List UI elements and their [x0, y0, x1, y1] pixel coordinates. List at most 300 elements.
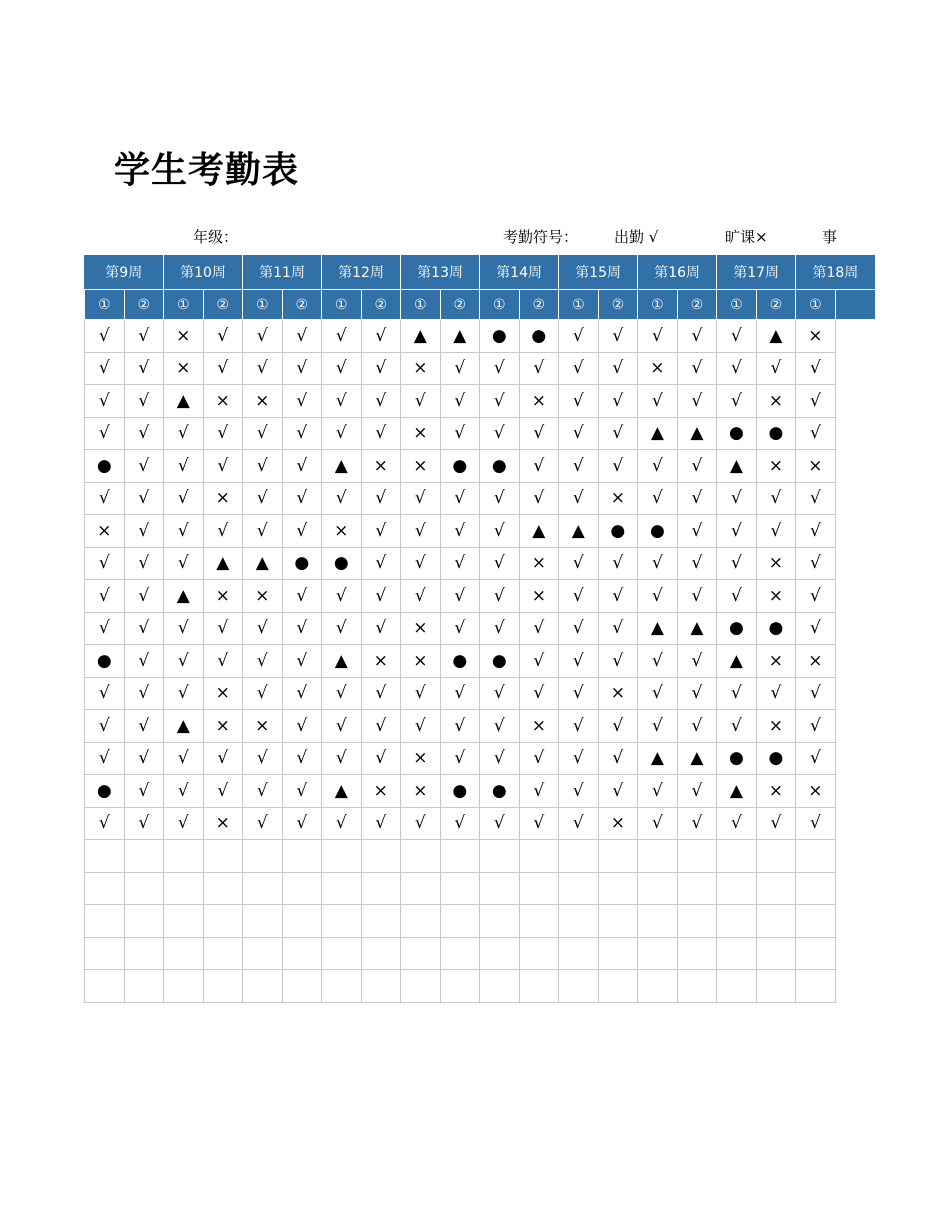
- attendance-cell[interactable]: [401, 840, 441, 873]
- attendance-cell[interactable]: √: [480, 352, 520, 385]
- attendance-cell[interactable]: √: [203, 645, 243, 678]
- attendance-cell[interactable]: ▲: [559, 515, 599, 548]
- attendance-cell[interactable]: √: [480, 612, 520, 645]
- attendance-cell[interactable]: √: [480, 677, 520, 710]
- attendance-cell[interactable]: ▲: [638, 417, 678, 450]
- attendance-cell[interactable]: √: [124, 742, 164, 775]
- attendance-cell[interactable]: ×: [203, 385, 243, 418]
- attendance-cell[interactable]: √: [282, 385, 322, 418]
- attendance-cell[interactable]: [124, 840, 164, 873]
- attendance-cell[interactable]: √: [203, 612, 243, 645]
- attendance-cell[interactable]: √: [559, 320, 599, 353]
- attendance-cell[interactable]: [559, 937, 599, 970]
- attendance-cell[interactable]: [559, 872, 599, 905]
- attendance-cell[interactable]: √: [401, 547, 441, 580]
- attendance-cell[interactable]: [361, 970, 401, 1003]
- attendance-cell[interactable]: √: [322, 612, 362, 645]
- attendance-cell[interactable]: √: [519, 482, 559, 515]
- attendance-cell[interactable]: √: [717, 807, 757, 840]
- attendance-cell[interactable]: [243, 872, 283, 905]
- attendance-cell[interactable]: [322, 905, 362, 938]
- attendance-cell[interactable]: √: [598, 710, 638, 743]
- attendance-cell[interactable]: ▲: [756, 320, 796, 353]
- attendance-cell[interactable]: √: [598, 352, 638, 385]
- attendance-cell[interactable]: [243, 840, 283, 873]
- attendance-cell[interactable]: √: [203, 515, 243, 548]
- attendance-cell[interactable]: ×: [598, 677, 638, 710]
- attendance-cell[interactable]: √: [322, 482, 362, 515]
- attendance-cell[interactable]: √: [519, 417, 559, 450]
- attendance-cell[interactable]: √: [203, 742, 243, 775]
- attendance-cell[interactable]: √: [480, 385, 520, 418]
- attendance-cell[interactable]: ●: [85, 775, 125, 808]
- attendance-cell[interactable]: √: [282, 482, 322, 515]
- attendance-cell[interactable]: ×: [243, 580, 283, 613]
- attendance-cell[interactable]: √: [638, 775, 678, 808]
- attendance-cell[interactable]: √: [322, 807, 362, 840]
- attendance-cell[interactable]: √: [519, 742, 559, 775]
- attendance-cell[interactable]: [480, 937, 520, 970]
- attendance-cell[interactable]: √: [440, 807, 480, 840]
- attendance-cell[interactable]: √: [598, 775, 638, 808]
- attendance-cell[interactable]: ▲: [717, 775, 757, 808]
- attendance-cell[interactable]: ▲: [164, 385, 204, 418]
- attendance-cell[interactable]: √: [677, 352, 717, 385]
- attendance-cell[interactable]: √: [440, 710, 480, 743]
- attendance-cell[interactable]: √: [401, 482, 441, 515]
- attendance-cell[interactable]: √: [124, 677, 164, 710]
- attendance-cell[interactable]: √: [124, 515, 164, 548]
- attendance-cell[interactable]: √: [124, 385, 164, 418]
- attendance-cell[interactable]: [282, 872, 322, 905]
- attendance-cell[interactable]: √: [717, 515, 757, 548]
- attendance-cell[interactable]: ×: [756, 645, 796, 678]
- attendance-cell[interactable]: ●: [282, 547, 322, 580]
- attendance-cell[interactable]: ×: [361, 450, 401, 483]
- attendance-cell[interactable]: √: [598, 547, 638, 580]
- attendance-cell[interactable]: [756, 937, 796, 970]
- attendance-cell[interactable]: ×: [796, 775, 836, 808]
- attendance-cell[interactable]: √: [361, 807, 401, 840]
- attendance-cell[interactable]: [203, 905, 243, 938]
- attendance-cell[interactable]: √: [598, 320, 638, 353]
- attendance-cell[interactable]: [638, 840, 678, 873]
- attendance-cell[interactable]: [796, 905, 836, 938]
- attendance-cell[interactable]: ×: [796, 320, 836, 353]
- attendance-cell[interactable]: ▲: [203, 547, 243, 580]
- attendance-cell[interactable]: ×: [322, 515, 362, 548]
- attendance-cell[interactable]: √: [322, 320, 362, 353]
- attendance-cell[interactable]: ×: [796, 450, 836, 483]
- attendance-cell[interactable]: √: [677, 710, 717, 743]
- attendance-cell[interactable]: √: [243, 775, 283, 808]
- attendance-cell[interactable]: √: [282, 677, 322, 710]
- attendance-cell[interactable]: √: [361, 612, 401, 645]
- attendance-cell[interactable]: √: [282, 775, 322, 808]
- attendance-cell[interactable]: √: [440, 547, 480, 580]
- attendance-cell[interactable]: √: [85, 385, 125, 418]
- attendance-cell[interactable]: [480, 872, 520, 905]
- attendance-cell[interactable]: √: [598, 385, 638, 418]
- attendance-cell[interactable]: √: [796, 742, 836, 775]
- attendance-cell[interactable]: √: [440, 612, 480, 645]
- attendance-cell[interactable]: √: [164, 417, 204, 450]
- attendance-cell[interactable]: √: [717, 547, 757, 580]
- attendance-cell[interactable]: ▲: [638, 612, 678, 645]
- attendance-cell[interactable]: √: [677, 645, 717, 678]
- attendance-cell[interactable]: √: [717, 677, 757, 710]
- attendance-cell[interactable]: [598, 970, 638, 1003]
- attendance-cell[interactable]: ●: [756, 612, 796, 645]
- attendance-cell[interactable]: √: [440, 580, 480, 613]
- attendance-cell[interactable]: √: [559, 547, 599, 580]
- attendance-cell[interactable]: [401, 905, 441, 938]
- attendance-cell[interactable]: √: [243, 807, 283, 840]
- attendance-cell[interactable]: [638, 937, 678, 970]
- attendance-cell[interactable]: √: [243, 677, 283, 710]
- attendance-cell[interactable]: ●: [85, 450, 125, 483]
- attendance-cell[interactable]: ×: [243, 385, 283, 418]
- attendance-cell[interactable]: √: [796, 515, 836, 548]
- attendance-cell[interactable]: [598, 937, 638, 970]
- attendance-cell[interactable]: [440, 872, 480, 905]
- attendance-cell[interactable]: √: [124, 807, 164, 840]
- attendance-cell[interactable]: √: [480, 742, 520, 775]
- attendance-cell[interactable]: √: [440, 385, 480, 418]
- attendance-cell[interactable]: √: [85, 710, 125, 743]
- attendance-cell[interactable]: [677, 937, 717, 970]
- attendance-cell[interactable]: [677, 840, 717, 873]
- attendance-cell[interactable]: [243, 970, 283, 1003]
- attendance-cell[interactable]: √: [480, 807, 520, 840]
- attendance-cell[interactable]: √: [559, 612, 599, 645]
- attendance-cell[interactable]: [282, 937, 322, 970]
- attendance-cell[interactable]: √: [85, 742, 125, 775]
- attendance-cell[interactable]: [717, 872, 757, 905]
- attendance-cell[interactable]: [282, 905, 322, 938]
- attendance-cell[interactable]: √: [796, 547, 836, 580]
- attendance-cell[interactable]: √: [85, 417, 125, 450]
- attendance-cell[interactable]: ●: [717, 612, 757, 645]
- attendance-cell[interactable]: √: [124, 580, 164, 613]
- attendance-cell[interactable]: [164, 840, 204, 873]
- attendance-cell[interactable]: √: [440, 515, 480, 548]
- attendance-cell[interactable]: √: [282, 450, 322, 483]
- attendance-cell[interactable]: √: [124, 417, 164, 450]
- attendance-cell[interactable]: √: [598, 742, 638, 775]
- attendance-cell[interactable]: √: [243, 417, 283, 450]
- attendance-cell[interactable]: √: [243, 320, 283, 353]
- attendance-cell[interactable]: √: [559, 482, 599, 515]
- attendance-cell[interactable]: [519, 937, 559, 970]
- attendance-cell[interactable]: ▲: [440, 320, 480, 353]
- attendance-cell[interactable]: ×: [203, 580, 243, 613]
- attendance-cell[interactable]: √: [756, 677, 796, 710]
- attendance-cell[interactable]: ●: [322, 547, 362, 580]
- attendance-cell[interactable]: √: [796, 417, 836, 450]
- attendance-cell[interactable]: [559, 970, 599, 1003]
- attendance-cell[interactable]: √: [796, 612, 836, 645]
- attendance-cell[interactable]: √: [401, 710, 441, 743]
- attendance-cell[interactable]: ×: [361, 775, 401, 808]
- attendance-cell[interactable]: √: [85, 482, 125, 515]
- attendance-cell[interactable]: √: [124, 352, 164, 385]
- attendance-cell[interactable]: √: [282, 807, 322, 840]
- attendance-cell[interactable]: √: [638, 807, 678, 840]
- attendance-cell[interactable]: √: [124, 320, 164, 353]
- attendance-cell[interactable]: √: [361, 515, 401, 548]
- attendance-cell[interactable]: [124, 937, 164, 970]
- attendance-cell[interactable]: √: [796, 710, 836, 743]
- attendance-cell[interactable]: [756, 970, 796, 1003]
- attendance-cell[interactable]: √: [85, 677, 125, 710]
- attendance-cell[interactable]: ▲: [164, 710, 204, 743]
- attendance-cell[interactable]: √: [756, 807, 796, 840]
- attendance-cell[interactable]: [164, 872, 204, 905]
- attendance-cell[interactable]: ●: [598, 515, 638, 548]
- attendance-cell[interactable]: √: [638, 385, 678, 418]
- attendance-cell[interactable]: √: [124, 710, 164, 743]
- attendance-cell[interactable]: ×: [361, 645, 401, 678]
- attendance-cell[interactable]: √: [559, 677, 599, 710]
- attendance-cell[interactable]: [124, 872, 164, 905]
- attendance-cell[interactable]: ×: [401, 742, 441, 775]
- attendance-cell[interactable]: ●: [756, 742, 796, 775]
- attendance-cell[interactable]: √: [677, 385, 717, 418]
- attendance-cell[interactable]: √: [322, 385, 362, 418]
- attendance-cell[interactable]: √: [243, 612, 283, 645]
- attendance-cell[interactable]: ▲: [164, 580, 204, 613]
- attendance-cell[interactable]: √: [164, 515, 204, 548]
- attendance-cell[interactable]: √: [124, 612, 164, 645]
- attendance-cell[interactable]: [322, 970, 362, 1003]
- attendance-cell[interactable]: [440, 905, 480, 938]
- attendance-cell[interactable]: √: [480, 417, 520, 450]
- attendance-cell[interactable]: [756, 840, 796, 873]
- attendance-cell[interactable]: [717, 970, 757, 1003]
- attendance-cell[interactable]: ▲: [677, 742, 717, 775]
- attendance-cell[interactable]: √: [164, 775, 204, 808]
- attendance-cell[interactable]: ×: [401, 645, 441, 678]
- attendance-cell[interactable]: [203, 872, 243, 905]
- attendance-cell[interactable]: √: [282, 645, 322, 678]
- attendance-table-viewport[interactable]: [84, 255, 859, 1003]
- attendance-cell[interactable]: √: [401, 580, 441, 613]
- attendance-cell[interactable]: √: [677, 580, 717, 613]
- attendance-cell[interactable]: √: [717, 580, 757, 613]
- attendance-cell[interactable]: ×: [756, 710, 796, 743]
- attendance-cell[interactable]: ×: [401, 417, 441, 450]
- attendance-cell[interactable]: √: [164, 612, 204, 645]
- attendance-cell[interactable]: [598, 872, 638, 905]
- attendance-cell[interactable]: √: [717, 385, 757, 418]
- attendance-cell[interactable]: √: [361, 417, 401, 450]
- attendance-cell[interactable]: √: [638, 450, 678, 483]
- attendance-cell[interactable]: √: [598, 580, 638, 613]
- attendance-cell[interactable]: ●: [756, 417, 796, 450]
- attendance-cell[interactable]: [282, 840, 322, 873]
- attendance-cell[interactable]: [677, 905, 717, 938]
- attendance-cell[interactable]: [401, 937, 441, 970]
- attendance-cell[interactable]: √: [243, 515, 283, 548]
- attendance-cell[interactable]: [85, 840, 125, 873]
- attendance-cell[interactable]: ●: [480, 450, 520, 483]
- attendance-cell[interactable]: √: [480, 515, 520, 548]
- attendance-cell[interactable]: √: [519, 645, 559, 678]
- attendance-cell[interactable]: [756, 872, 796, 905]
- attendance-cell[interactable]: [480, 970, 520, 1003]
- attendance-cell[interactable]: √: [203, 775, 243, 808]
- attendance-cell[interactable]: √: [85, 547, 125, 580]
- attendance-cell[interactable]: √: [559, 775, 599, 808]
- attendance-cell[interactable]: √: [243, 742, 283, 775]
- attendance-cell[interactable]: ▲: [677, 612, 717, 645]
- attendance-cell[interactable]: ×: [243, 710, 283, 743]
- attendance-cell[interactable]: [243, 905, 283, 938]
- attendance-cell[interactable]: [85, 905, 125, 938]
- attendance-cell[interactable]: √: [480, 710, 520, 743]
- attendance-cell[interactable]: √: [480, 580, 520, 613]
- attendance-cell[interactable]: √: [638, 710, 678, 743]
- attendance-cell[interactable]: [796, 840, 836, 873]
- attendance-cell[interactable]: √: [282, 417, 322, 450]
- attendance-cell[interactable]: √: [164, 482, 204, 515]
- attendance-cell[interactable]: √: [322, 417, 362, 450]
- attendance-cell[interactable]: √: [440, 677, 480, 710]
- attendance-cell[interactable]: √: [480, 482, 520, 515]
- attendance-cell[interactable]: √: [796, 807, 836, 840]
- attendance-cell[interactable]: [796, 937, 836, 970]
- attendance-cell[interactable]: √: [677, 807, 717, 840]
- attendance-cell[interactable]: [756, 905, 796, 938]
- attendance-cell[interactable]: ×: [756, 385, 796, 418]
- attendance-cell[interactable]: √: [243, 352, 283, 385]
- attendance-cell[interactable]: √: [322, 352, 362, 385]
- attendance-cell[interactable]: ×: [401, 612, 441, 645]
- attendance-cell[interactable]: ×: [756, 775, 796, 808]
- attendance-cell[interactable]: ●: [480, 320, 520, 353]
- attendance-cell[interactable]: ×: [598, 807, 638, 840]
- attendance-cell[interactable]: √: [361, 320, 401, 353]
- attendance-cell[interactable]: ×: [519, 580, 559, 613]
- attendance-cell[interactable]: √: [361, 742, 401, 775]
- attendance-cell[interactable]: √: [85, 352, 125, 385]
- attendance-cell[interactable]: [124, 970, 164, 1003]
- attendance-cell[interactable]: [677, 970, 717, 1003]
- attendance-cell[interactable]: √: [124, 775, 164, 808]
- attendance-cell[interactable]: √: [440, 417, 480, 450]
- attendance-cell[interactable]: √: [519, 612, 559, 645]
- attendance-cell[interactable]: ×: [638, 352, 678, 385]
- attendance-cell[interactable]: [322, 840, 362, 873]
- attendance-cell[interactable]: [124, 905, 164, 938]
- attendance-cell[interactable]: √: [85, 807, 125, 840]
- attendance-cell[interactable]: ▲: [322, 775, 362, 808]
- attendance-cell[interactable]: √: [598, 645, 638, 678]
- attendance-cell[interactable]: √: [440, 352, 480, 385]
- attendance-cell[interactable]: [717, 937, 757, 970]
- attendance-cell[interactable]: √: [598, 450, 638, 483]
- attendance-cell[interactable]: ●: [480, 645, 520, 678]
- attendance-cell[interactable]: ●: [440, 775, 480, 808]
- attendance-cell[interactable]: √: [638, 547, 678, 580]
- attendance-cell[interactable]: [85, 937, 125, 970]
- attendance-cell[interactable]: √: [638, 482, 678, 515]
- attendance-cell[interactable]: √: [440, 742, 480, 775]
- attendance-cell[interactable]: ×: [164, 352, 204, 385]
- attendance-cell[interactable]: ×: [519, 385, 559, 418]
- attendance-cell[interactable]: √: [717, 320, 757, 353]
- attendance-cell[interactable]: √: [282, 580, 322, 613]
- attendance-cell[interactable]: [519, 840, 559, 873]
- attendance-cell[interactable]: √: [203, 450, 243, 483]
- attendance-cell[interactable]: √: [401, 385, 441, 418]
- attendance-cell[interactable]: [401, 872, 441, 905]
- attendance-cell[interactable]: √: [164, 450, 204, 483]
- attendance-cell[interactable]: √: [361, 482, 401, 515]
- attendance-cell[interactable]: ×: [598, 482, 638, 515]
- attendance-cell[interactable]: √: [519, 807, 559, 840]
- attendance-cell[interactable]: [559, 905, 599, 938]
- attendance-cell[interactable]: ●: [638, 515, 678, 548]
- attendance-cell[interactable]: ●: [480, 775, 520, 808]
- attendance-cell[interactable]: ×: [401, 450, 441, 483]
- attendance-cell[interactable]: ×: [796, 645, 836, 678]
- attendance-cell[interactable]: √: [124, 482, 164, 515]
- attendance-cell[interactable]: √: [559, 645, 599, 678]
- attendance-cell[interactable]: √: [677, 450, 717, 483]
- attendance-cell[interactable]: √: [677, 775, 717, 808]
- attendance-cell[interactable]: [203, 937, 243, 970]
- attendance-cell[interactable]: √: [243, 482, 283, 515]
- attendance-cell[interactable]: √: [282, 515, 322, 548]
- attendance-cell[interactable]: √: [322, 677, 362, 710]
- attendance-cell[interactable]: [598, 905, 638, 938]
- attendance-cell[interactable]: √: [282, 320, 322, 353]
- attendance-cell[interactable]: [322, 872, 362, 905]
- attendance-cell[interactable]: √: [598, 612, 638, 645]
- attendance-cell[interactable]: √: [796, 677, 836, 710]
- attendance-cell[interactable]: [796, 970, 836, 1003]
- attendance-cell[interactable]: ×: [401, 352, 441, 385]
- attendance-cell[interactable]: √: [164, 547, 204, 580]
- attendance-cell[interactable]: [164, 905, 204, 938]
- attendance-cell[interactable]: √: [796, 482, 836, 515]
- attendance-cell[interactable]: ▲: [519, 515, 559, 548]
- attendance-cell[interactable]: [638, 970, 678, 1003]
- attendance-cell[interactable]: [717, 905, 757, 938]
- attendance-cell[interactable]: ●: [85, 645, 125, 678]
- attendance-cell[interactable]: [164, 937, 204, 970]
- attendance-cell[interactable]: ×: [519, 547, 559, 580]
- attendance-cell[interactable]: √: [796, 352, 836, 385]
- attendance-cell[interactable]: √: [677, 482, 717, 515]
- attendance-cell[interactable]: √: [85, 580, 125, 613]
- attendance-cell[interactable]: [203, 840, 243, 873]
- attendance-cell[interactable]: [638, 905, 678, 938]
- attendance-cell[interactable]: √: [519, 775, 559, 808]
- attendance-cell[interactable]: ▲: [401, 320, 441, 353]
- attendance-cell[interactable]: √: [638, 645, 678, 678]
- attendance-cell[interactable]: ×: [85, 515, 125, 548]
- attendance-cell[interactable]: √: [756, 352, 796, 385]
- attendance-cell[interactable]: √: [559, 450, 599, 483]
- attendance-cell[interactable]: ×: [519, 710, 559, 743]
- attendance-cell[interactable]: [282, 970, 322, 1003]
- attendance-cell[interactable]: ▲: [717, 645, 757, 678]
- attendance-cell[interactable]: √: [598, 417, 638, 450]
- attendance-cell[interactable]: √: [717, 352, 757, 385]
